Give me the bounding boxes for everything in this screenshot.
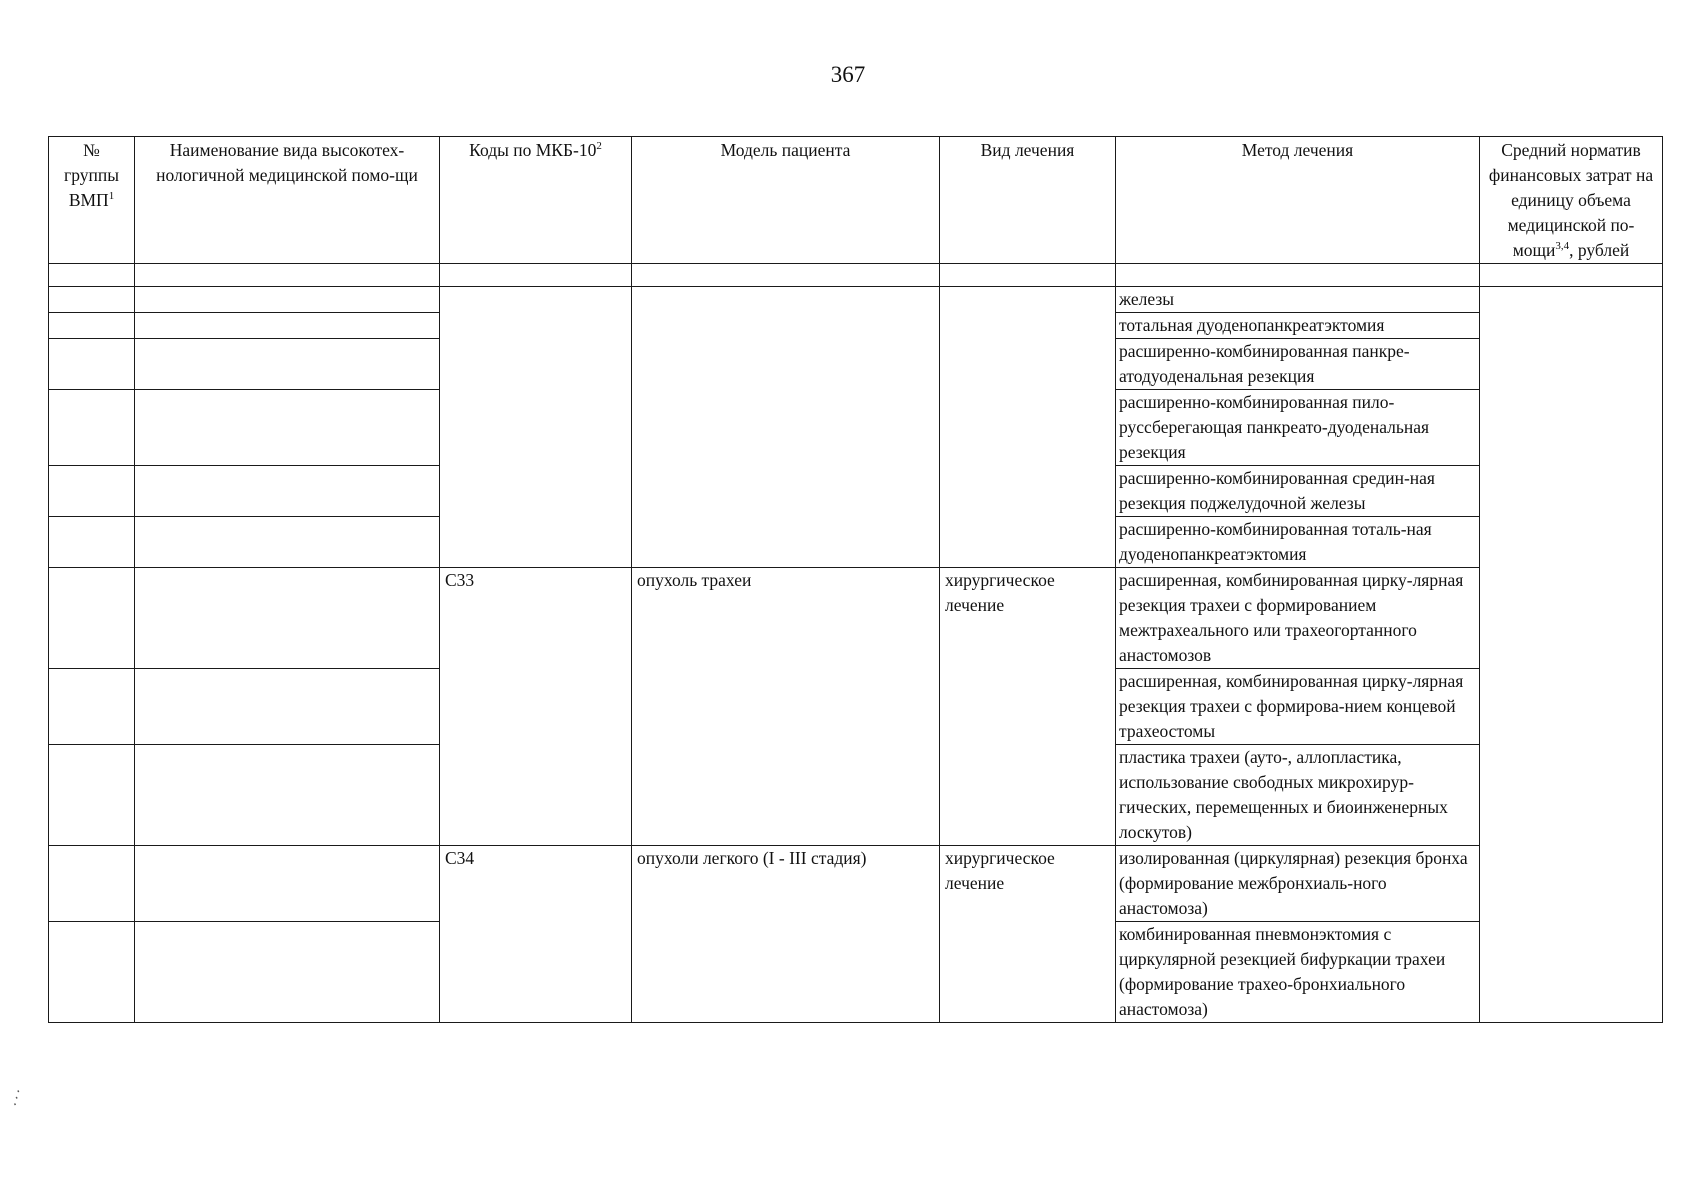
header-patient-model: Модель пациента <box>632 137 940 264</box>
icd-code-cell <box>440 287 632 568</box>
header-name: Наименование вида высокотех-нологичной медицинской помо-щи <box>135 137 440 264</box>
patient-model-cell: опухоли легкого (I - III стадия) <box>632 846 940 1023</box>
treatment-method-cell: расширенно-комбинированная панкре-атодуоденальная резекция <box>1116 339 1480 390</box>
treatment-method-cell: изолированная (циркулярная) резекция бронха (формирование межбронхиаль-ного анастомоза) <box>1116 846 1480 922</box>
patient-model-cell <box>632 287 940 568</box>
header-treatment-type: Вид лечения <box>940 137 1116 264</box>
scan-artifact-mark: ⋰ <box>7 1088 27 1109</box>
treatment-type-cell: хирургическое лечение <box>940 846 1116 1023</box>
header-treatment-method: Метод лечения <box>1116 137 1480 264</box>
icd-code-cell: C33 <box>440 568 632 846</box>
table-row <box>49 287 1663 313</box>
table-row <box>49 568 1663 669</box>
treatment-method-cell: тотальная дуоденопанкреатэктомия <box>1116 313 1480 339</box>
treatment-method-cell: расширенная, комбинированная цирку-лярная резекция трахеи с формирова-нием концевой трахеостомы <box>1116 669 1480 745</box>
treatment-method-cell: пластика трахеи (ауто-, аллопластика, использование свободных микрохирур-гических, перемещенных и биоинженерных лоскутов) <box>1116 745 1480 846</box>
icd-code-cell: C34 <box>440 846 632 1023</box>
header-row <box>49 137 1663 264</box>
treatment-type-cell: хирургическое лечение <box>940 568 1116 846</box>
vmp-table <box>48 136 1663 1023</box>
header-avg-cost: Средний норматив финансовых затрат на единицу объема медицинской по-мощи$^{3,4}$, рублей <box>1480 137 1663 264</box>
header-group-no: № группы ВМП$^1$ <box>49 137 135 264</box>
page-number: 367 <box>830 62 866 87</box>
avg-cost-cell <box>1480 287 1663 1023</box>
treatment-method-cell: расширенная, комбинированная цирку-лярная резекция трахеи с формированием межтрахеального или трахеогортанного анастомозов <box>1116 568 1480 669</box>
header-icd-codes: Коды по МКБ-$10^2$ <box>440 137 632 264</box>
treatment-type-cell <box>940 287 1116 568</box>
table-row <box>49 846 1663 922</box>
treatment-method-cell: расширенно-комбинированная тоталь-ная дуоденопанкреатэктомия <box>1116 517 1480 568</box>
treatment-method-cell: комбинированная пневмонэктомия с циркулярной резекцией бифуркации трахеи (формирование трахео-бронхиального анастомоза) <box>1116 922 1480 1023</box>
treatment-method-cell: расширенно-комбинированная пило-руссберегающая панкреато-дуоденальная резекция <box>1116 390 1480 466</box>
patient-model-cell: опухоль трахеи <box>632 568 940 846</box>
treatment-method-cell: железы <box>1116 287 1480 313</box>
blank-row <box>49 264 1663 287</box>
treatment-method-cell: расширенно-комбинированная средин-ная резекция поджелудочной железы <box>1116 466 1480 517</box>
